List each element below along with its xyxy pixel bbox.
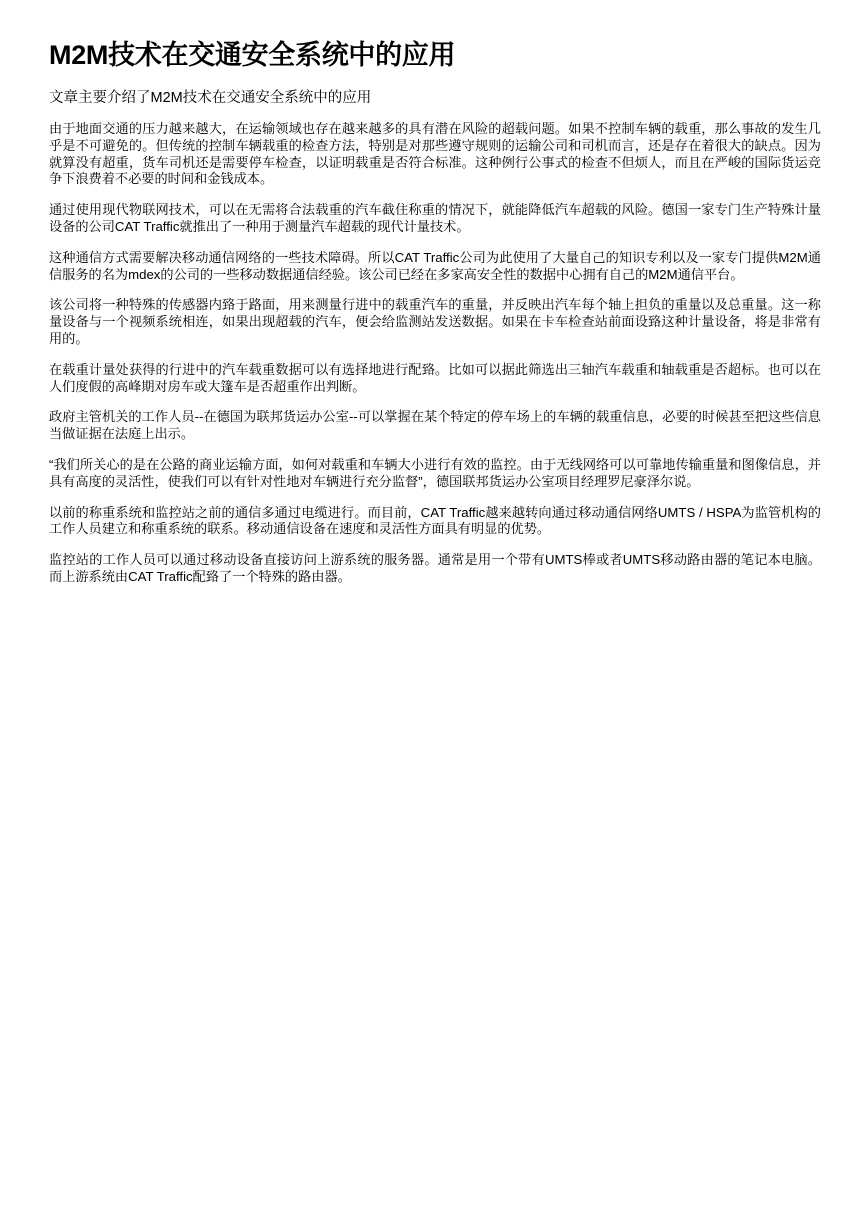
paragraph-2: 通过使用现代物联网技术，可以在无需将合法载重的汽车截住称重的情况下，就能降低汽车超载的风险。德国一家专门生产特殊计量设备的公司CAT Traffic就推出了一种用于测量汽车超载的现代计量技术。 (49, 202, 821, 234)
paragraph-7: “我们所关心的是在公路的商业运输方面，如何对载重和车辆大小进行有效的监控。由于无线网络可以可靠地传输重量和图像信息，并具有高度的灵活性，使我们可以有针对性地对车辆进行充分监督”，德国联邦货运办公室项目经理罗尼豪泽尔说。 (49, 456, 821, 489)
document-subtitle: 文章主要介绍了M2M技术在交通安全系统中的应用 (49, 90, 372, 106)
paragraph-3: 这种通信方式需要解决移动通信网络的一些技术障碍。所以CAT Traffic公司为此使用了大量自己的知识专利以及一家专门提供M2M通信服务的名为mdex的公司的一些移动数据通信经验。该公司已经在多家高安全性的数据中心拥有自己的M2M通信平台。 (49, 249, 821, 282)
document-page (49, 36, 821, 600)
document-title: M2M技术在交通安全系统中的应用 (49, 40, 456, 70)
paragraph-8: 以前的称重系统和监控站之前的通信多通过电缆进行。而目前，CAT Traffic越来越转向通过移动通信网络UMTS / HSPA为监管机构的工作人员建立和称重系统的联系。移动通信设备在速度和灵活性方面具有明显的优势。 (49, 504, 821, 537)
paragraph-6: 政府主管机关的工作人员--在德国为联邦货运办公室--可以掌握在某个特定的停车场上的车辆的载重信息，必要的时候甚至把这些信息当做证据在法庭上出示。 (49, 409, 821, 442)
paragraph-9: 监控站的工作人员可以通过移动设备直接访问上游系统的服务器。通常是用一个带有UMTS棒或者UMTS移动路由器的笔记本电脑。而上游系统由CAT Traffic配臵了一个特殊的路由器。 (49, 552, 821, 584)
paragraph-5: 在载重计量处获得的行进中的汽车载重数据可以有选择地进行配臵。比如可以据此筛选出三轴汽车载重和轴载重是否超标。也可以在人们度假的高峰期对房车或大篷车是否超重作出判断。 (49, 361, 821, 394)
paragraph-1: 由于地面交通的压力越来越大，在运输领域也存在越来越多的具有潜在风险的超载问题。如果不控制车辆的载重，那么事故的发生几乎是不可避免的。但传统的控制车辆载重的检查方法，特别是对那些遵守规则的运输公司和司机而言，还是存在着很大的缺点。因为就算没有超重，货车司机还是需要停车检查，以证明载重是否符合标准。这种例行公事式的检查不但烦人，而且在严峻的国际货运竞争下浪费着不必要的时间和金钱成本。 (49, 121, 821, 187)
paragraph-4: 该公司将一种特殊的传感器内臵于路面，用来测量行进中的载重汽车的重量，并反映出汽车每个轴上担负的重量以及总重量。这一称量设备与一个视频系统相连，如果出现超载的汽车，便会给监测站发送数据。如果在卡车检查站前面设臵这种计量设备，将是非常有用的。 (49, 297, 821, 346)
